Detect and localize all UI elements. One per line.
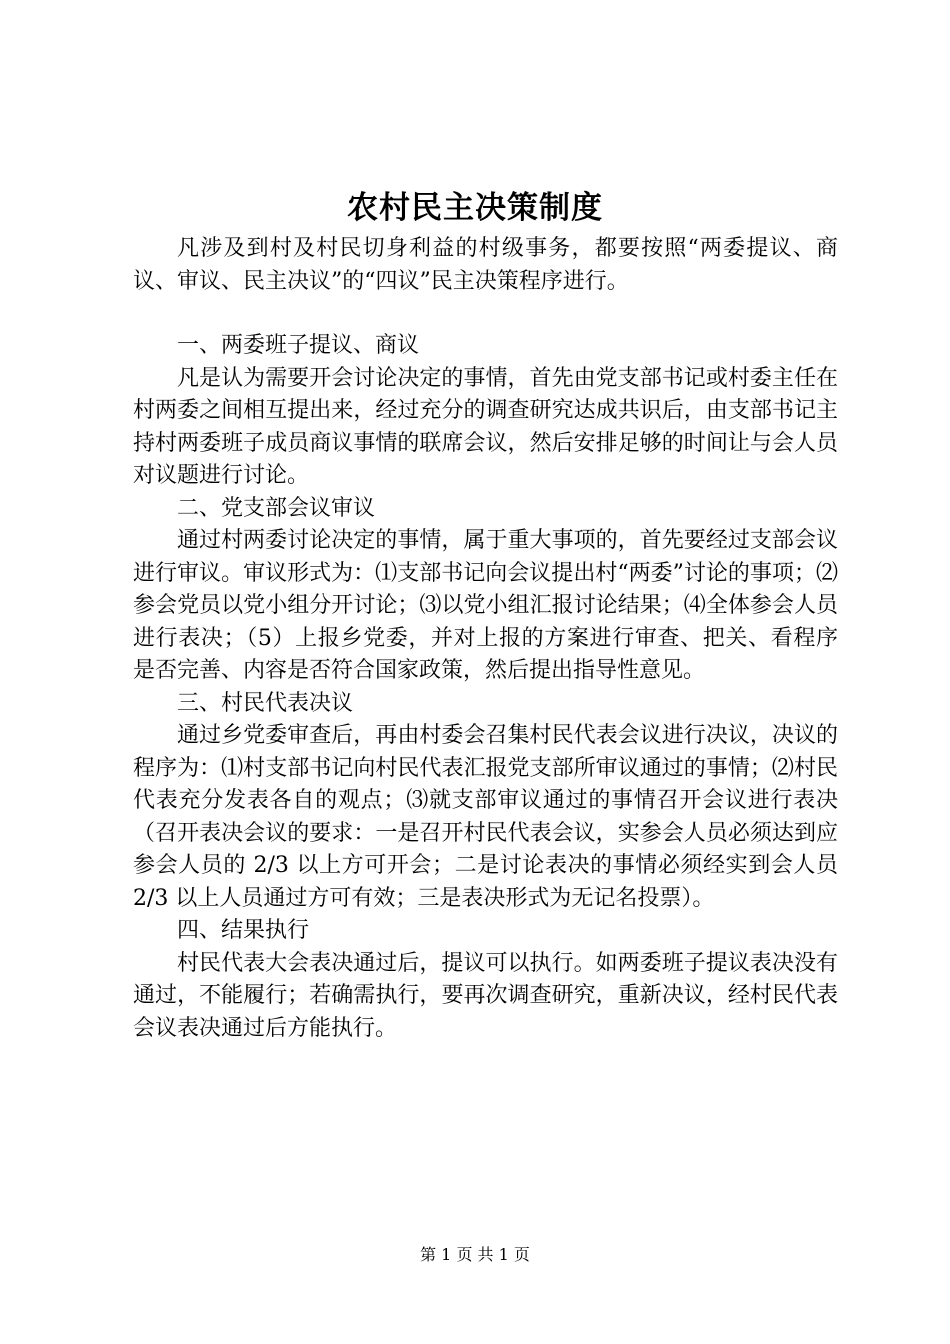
section-paragraph-2: 通过村两委讨论决定的事情，属于重大事项的，首先要经过支部会议进行审议。审议形式为：⑴支部书记向会议提出村“两委”讨论的事项；⑵参会党员以党小组分开讨论；⑶以党小组汇报讨论结果；⑷全体参会人员进行表决；（5）上报乡党委，并对上报的方案进行审查、把关、看程序是否完善、内容是否符合国家政策，然后提出指导性意见。	[133, 528, 838, 683]
section-paragraph-1: 凡是认为需要开会讨论决定的事情，首先由党支部书记或村委主任在村两委之间相互提出来，经过充分的调查研究达成共识后，由支部书记主持村两委班子成员商议事情的联席会议，然后安排足够的时间让与会人员对议题进行讨论。	[133, 365, 838, 488]
intro-paragraph: 凡涉及到村及村民切身利益的村级事务，都要按照“两委提议、商议、审议、民主决议”的“四议”民主决策程序进行。	[133, 236, 838, 294]
section-heading-4: 四、结果执行	[177, 918, 310, 943]
section-heading-1: 一、两委班子提议、商议	[177, 333, 420, 358]
document-title: 农村民主决策制度	[347, 190, 603, 226]
section-heading-2: 二、党支部会议审议	[177, 495, 376, 521]
section-paragraph-4: 村民代表大会表决通过后，提议可以执行。如两委班子提议表决没有通过，不能履行；若确需执行，要再次调查研究，重新决议，经村民代表会议表决通过后方能执行。	[133, 950, 838, 1041]
section-heading-3: 三、村民代表决议	[177, 690, 354, 716]
page-footer: 第 1 页 共 1 页	[420, 1245, 530, 1264]
document-body	[133, 233, 838, 1045]
section-paragraph-3: 通过乡党委审查后，再由村委会召集村民代表会议进行决议，决议的程序为：⑴村支部书记向村民代表汇报党支部所审议通过的事情；⑵村民代表充分发表各自的观点；⑶就支部审议通过的事情召开会议进行表决（召开表决会议的要求：一是召开村民代表会议，实参会人员必须达到应参会人员的 2/3 以上方可开会；二是讨论表决的事情必须经实到会人员 2/3 以上人员通过方可有效；三是表决形式为无记名投票）。	[133, 723, 838, 911]
